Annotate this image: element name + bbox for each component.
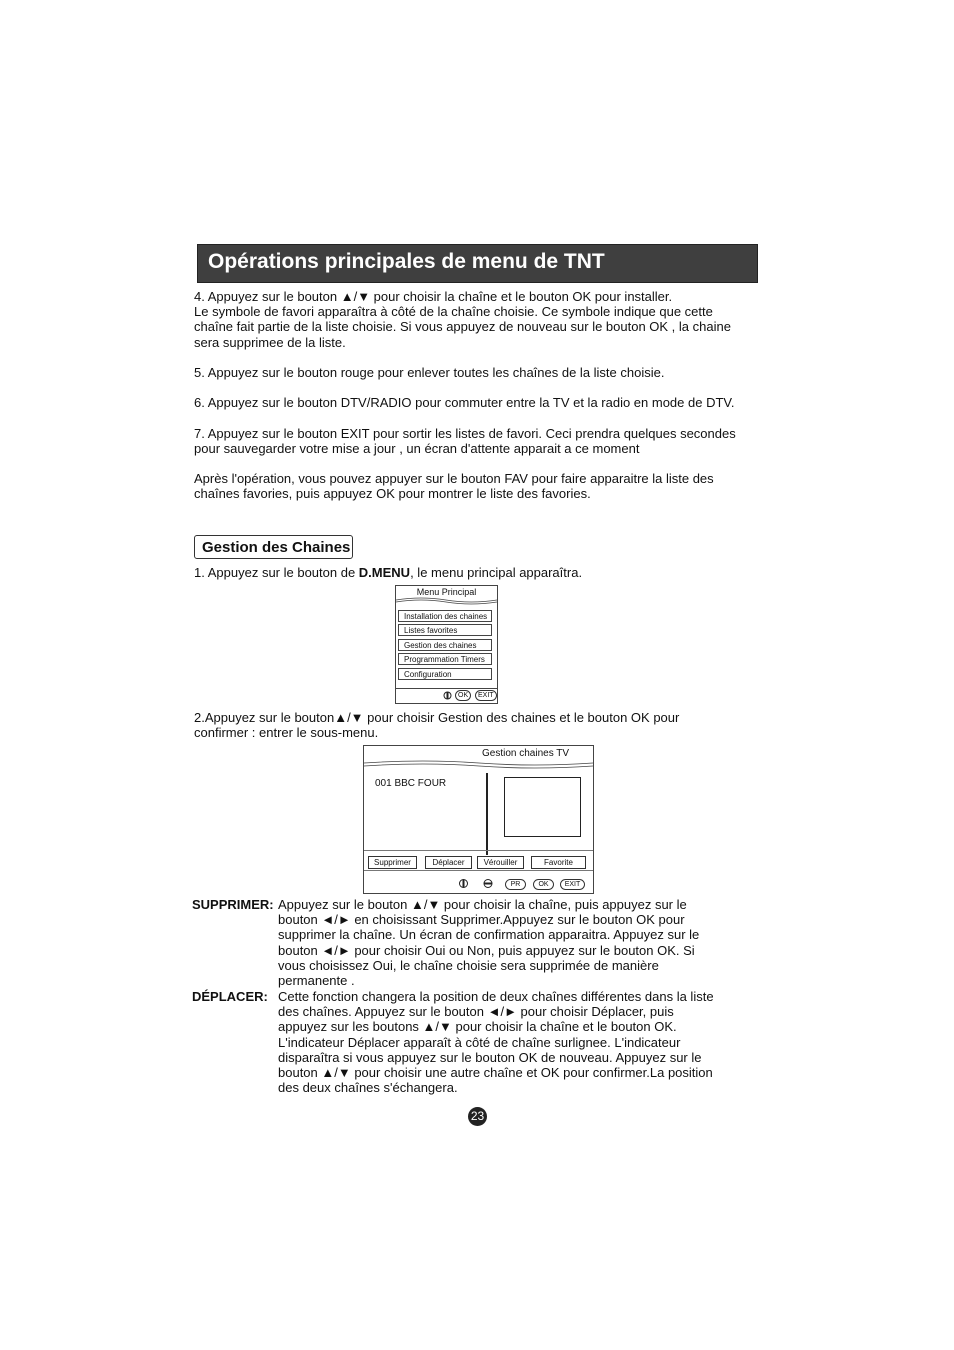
- menu-divider: [396, 688, 497, 689]
- text-line: pour sauvegarder votre mise a jour , un écran d'attente apparait a ce moment: [194, 441, 640, 457]
- footer-divider: [364, 870, 593, 871]
- text-line: Cette fonction changera la position de deux chaînes différentes dans la liste: [278, 989, 714, 1004]
- pr-pill: PR: [505, 879, 526, 890]
- exit-pill: EXIT: [560, 879, 585, 890]
- paragraph-step-4: [194, 289, 731, 350]
- paragraph-step-6: [194, 395, 735, 410]
- text-line: 5. Appuyez sur le bouton rouge pour enlever toutes les chaînes de la liste choisie.: [194, 365, 665, 380]
- preview-window: [504, 777, 581, 837]
- menu-item-favorites[interactable]: Listes favorites: [398, 624, 492, 636]
- step-1-suffix: , le menu principal apparaîtra.: [410, 565, 583, 580]
- verouiller-button[interactable]: Vérouiller: [477, 856, 524, 869]
- text-line: 2.Appuyez sur le bouton▲/▼ pour choisir Gestion des chaines et le bouton OK pour: [194, 710, 680, 725]
- exit-pill: EXIT: [475, 690, 497, 701]
- menu-item-gestion[interactable]: Gestion des chaines: [398, 639, 492, 651]
- ok-pill: OK: [455, 690, 471, 701]
- section-heading: Gestion des Chaines: [194, 535, 353, 559]
- deplacer-button[interactable]: Déplacer: [425, 856, 472, 869]
- text-line: disparaîtra si vous appuyez sur le bouton OK de nouveau. Appuyez sur le: [278, 1049, 702, 1065]
- text-line: 4. Appuyez sur le bouton ▲/▼ pour choisir la chaîne et le bouton OK pour installer.: [194, 289, 673, 304]
- gestion-title: Gestion chaines TV: [482, 748, 570, 759]
- text-line: Appuyez sur le bouton ▲/▼ pour choisir la chaîne, puis appuyez sur le: [278, 897, 687, 912]
- text-line: vous choisissez Oui, le chaîne choisie sera supprimée de manière: [278, 957, 659, 973]
- step-1-bold: D.MENU: [358, 565, 411, 580]
- button-divider: [364, 850, 593, 851]
- wave-divider: [364, 758, 593, 770]
- text-line: des deux chaînes s'échangera.: [278, 1080, 458, 1096]
- text-line: bouton ◄/► en choisissant Supprimer.Appuyez sur le bouton OK pour: [278, 912, 685, 928]
- text-line: chaînes favories, puis appuyez OK pour montrer le liste des favories.: [194, 486, 591, 502]
- step-1-text: [194, 565, 582, 580]
- text-line: 7. Appuyez sur le bouton EXIT pour sortir les listes de favori. Ceci prendra quelques secondes: [194, 426, 736, 441]
- scrollbar[interactable]: [486, 773, 488, 855]
- menu-item-installation[interactable]: Installation des chaines: [398, 610, 492, 622]
- knob-icon: [459, 878, 468, 889]
- text-line: sera supprimee de la liste.: [194, 334, 346, 350]
- page-title: Opérations principales de menu de TNT: [208, 250, 605, 273]
- wave-divider: [396, 595, 497, 605]
- arrows-icon: [482, 879, 494, 888]
- ok-pill: OK: [533, 879, 554, 890]
- text-line: des chaînes. Appuyez sur le bouton ◄/► pour choisir Déplacer, puis: [278, 1004, 674, 1020]
- text-line: permanente .: [278, 973, 355, 989]
- text-line: supprimer la chaîne. Un écran de confirmation apparaitra. Appuyez sur le: [278, 927, 700, 943]
- menu-item-configuration[interactable]: Configuration: [398, 668, 492, 680]
- channel-name[interactable]: 001 BBC FOUR: [375, 778, 447, 789]
- step-2-text: [194, 710, 679, 740]
- page-title-bar: [197, 244, 758, 283]
- page-number: 23: [468, 1107, 487, 1126]
- menu-principal-title: Menu Principal: [416, 587, 477, 597]
- deplacer-definition: [278, 989, 714, 1095]
- text-line: Après l'opération, vous pouvez appuyer sur le bouton FAV pour faire apparaitre la liste des: [194, 471, 714, 486]
- text-line: bouton ◄/► pour choisir Oui ou Non, puis appuyez sur le bouton OK. Si: [278, 942, 695, 958]
- text-line: 6. Appuyez sur le bouton DTV/RADIO pour commuter entre la TV et la radio en mode de DTV.: [194, 395, 735, 410]
- paragraph-after: [194, 471, 714, 501]
- menu-item-timers[interactable]: Programmation Timers: [398, 653, 492, 665]
- supprimer-definition: [278, 897, 699, 988]
- gestion-chaines-screen: [363, 745, 594, 894]
- supprimer-button[interactable]: Supprimer: [368, 856, 417, 869]
- favorite-button[interactable]: Favorite: [531, 856, 586, 869]
- preview-divider: [504, 836, 579, 837]
- text-line: appuyez sur les boutons ▲/▼ pour choisir la chaîne et le bouton OK.: [278, 1019, 677, 1035]
- step-1-prefix: 1. Appuyez sur le bouton de: [194, 565, 359, 580]
- text-line: L'indicateur Déplacer apparaît à côté de chaîne surlignee. L'indicateur: [278, 1034, 681, 1050]
- text-line: confirmer : entrer le sous-menu.: [194, 725, 379, 741]
- text-line: Le symbole de favori apparaîtra à côté de la chaîne choisie. Ce symbole indique que cette: [194, 304, 713, 320]
- text-line: bouton ▲/▼ pour choisir une autre chaîne et OK pour confirmer.La position: [278, 1065, 713, 1081]
- paragraph-step-5: [194, 365, 664, 380]
- text-line: chaîne fait partie de la liste choisie. Si vous appuyez de nouveau sur le bouton OK , la chaine: [194, 319, 731, 335]
- paragraph-step-7: [194, 426, 736, 456]
- deplacer-term: DÉPLACER:: [192, 989, 268, 1004]
- supprimer-term: SUPPRIMER:: [192, 897, 274, 912]
- menu-principal-screen: [395, 585, 498, 704]
- knob-icon: [443, 691, 452, 700]
